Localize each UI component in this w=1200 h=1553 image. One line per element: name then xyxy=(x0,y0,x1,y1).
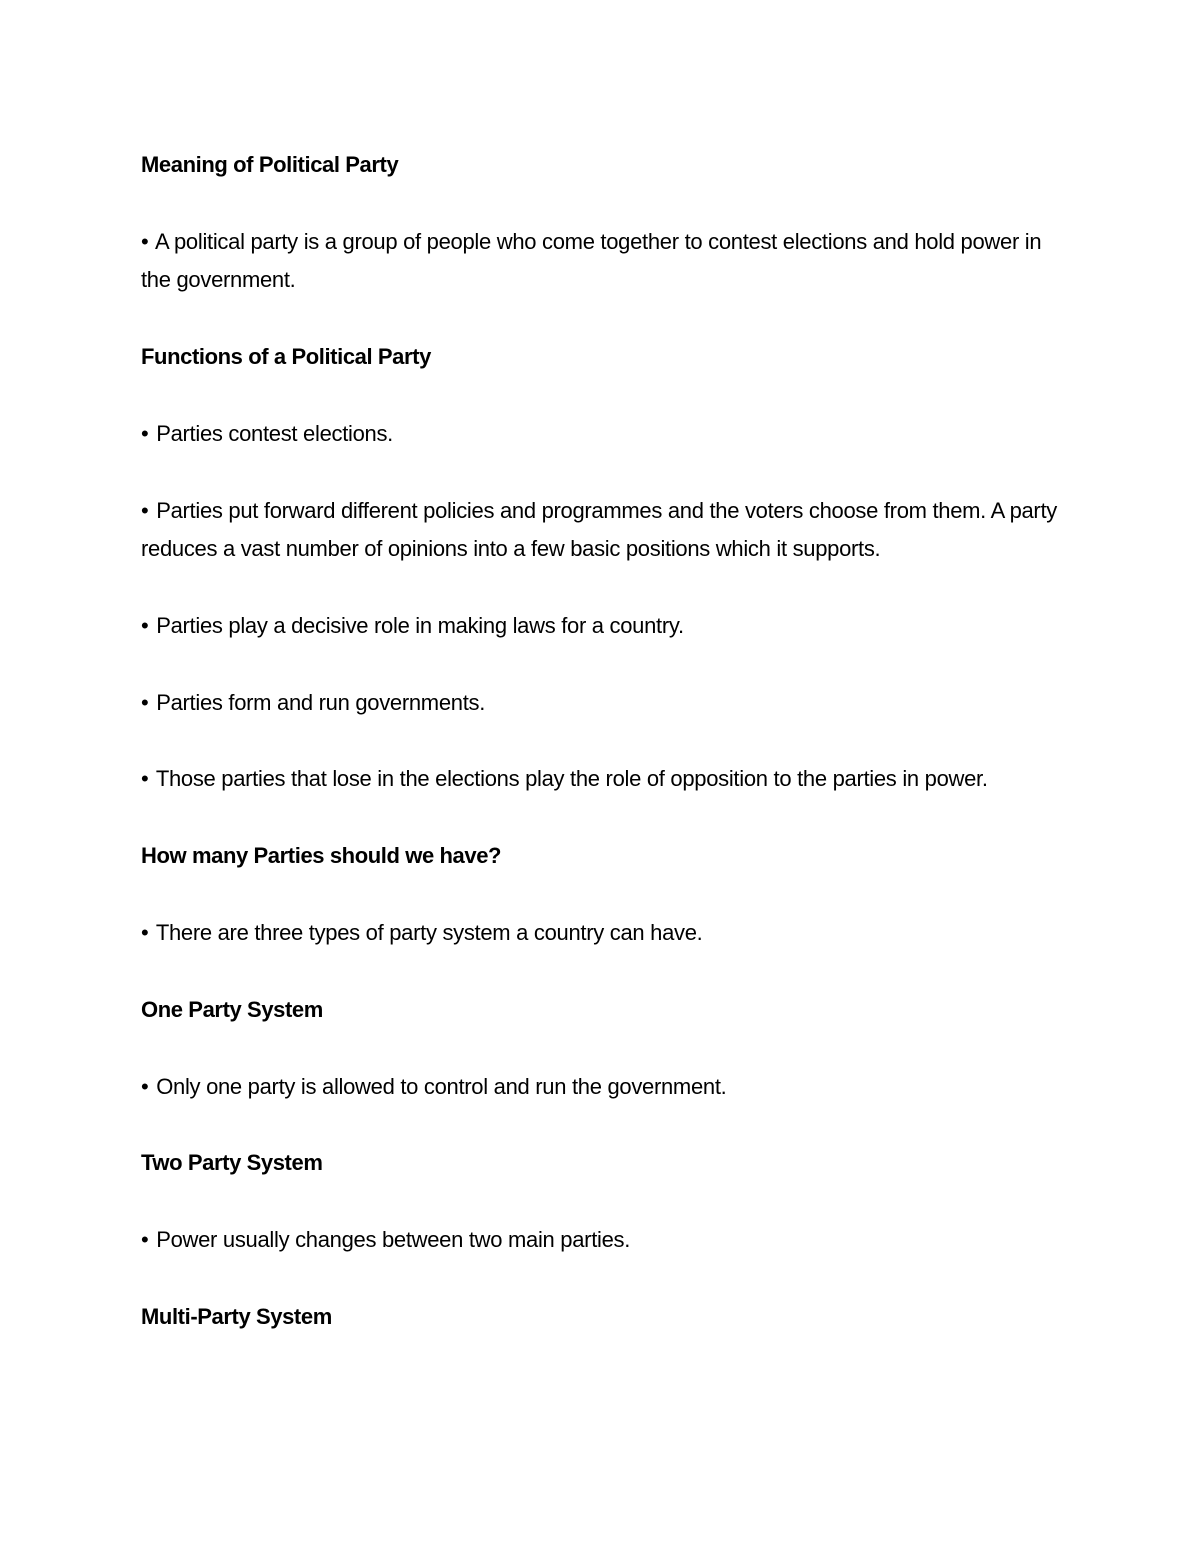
bullet-text: Parties put forward different policies and programmes and the voters choose from them. A party reduces a vast number of opinions into a few basic positions which it supports. xyxy=(141,497,1057,561)
document-body xyxy=(141,146,1061,1375)
bullet-icon: • xyxy=(141,1227,149,1253)
bullet-item xyxy=(141,1221,1061,1259)
bullet-icon: • xyxy=(141,497,149,523)
section-heading-meaning: Meaning of Political Party xyxy=(141,152,399,177)
bullet-text: Parties contest elections. xyxy=(156,420,393,446)
bullet-icon: • xyxy=(141,228,149,254)
bullet-text: A political party is a group of people who come together to contest elections and hold power in the government. xyxy=(141,228,1042,293)
bullet-icon: • xyxy=(141,919,149,945)
bullet-icon: • xyxy=(141,420,149,446)
bullet-text: Parties form and run governments. xyxy=(156,689,486,715)
bullet-text: Those parties that lose in the elections play the role of opposition to the parties in power. xyxy=(155,766,988,792)
bullet-text: There are three types of party system a country can have. xyxy=(155,919,703,945)
bullet-text: Only one party is allowed to control and run the government. xyxy=(156,1073,727,1099)
bullet-text: Parties play a decisive role in making laws for a country. xyxy=(156,612,684,638)
section-heading-how-many: How many Parties should we have? xyxy=(141,843,502,869)
bullet-icon: • xyxy=(141,612,149,638)
bullet-icon: • xyxy=(141,766,149,792)
bullet-icon: • xyxy=(141,1073,149,1099)
bullet-item xyxy=(141,223,1061,300)
bullet-item xyxy=(141,684,1061,722)
section-heading-one-party: One Party System xyxy=(141,996,323,1022)
bullet-item xyxy=(141,607,1061,645)
section-heading-multi-party: Multi-Party System xyxy=(141,1303,332,1329)
bullet-item xyxy=(141,760,1061,798)
section-heading-functions: Functions of a Political Party xyxy=(141,344,431,369)
bullet-item xyxy=(141,1068,1061,1106)
bullet-text: Power usually changes between two main parties. xyxy=(156,1227,631,1253)
bullet-item xyxy=(141,415,1061,453)
bullet-icon: • xyxy=(141,689,149,715)
section-heading-two-party: Two Party System xyxy=(141,1150,323,1176)
bullet-item xyxy=(141,492,1061,569)
bullet-item xyxy=(141,914,1061,952)
